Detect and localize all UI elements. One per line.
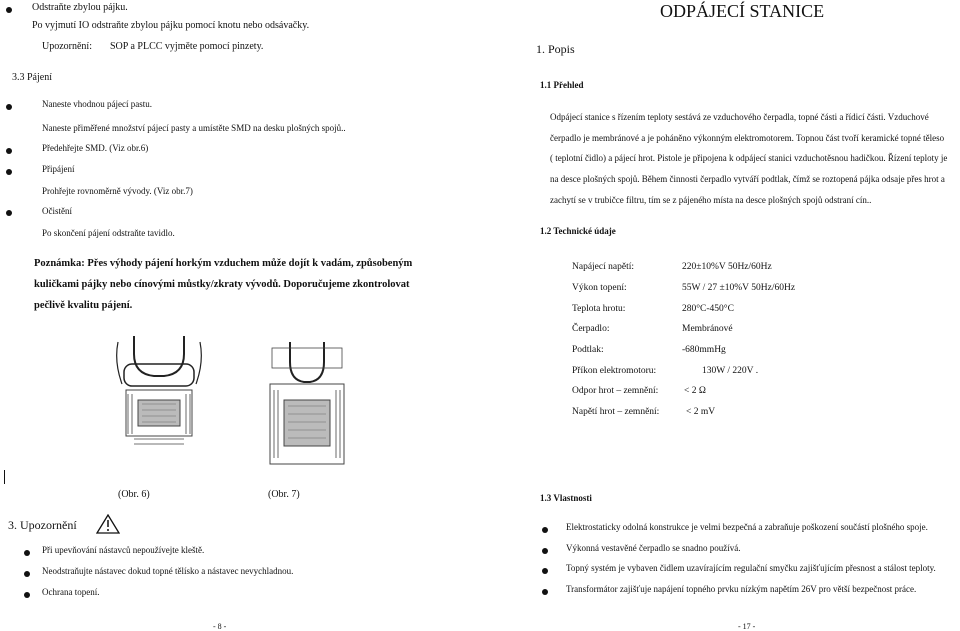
spec-label: Podtlak: bbox=[572, 345, 604, 355]
section-3-3-heading: 3.3 Pájení bbox=[12, 72, 52, 83]
spec-value: 55W / 27 ±10%V 50Hz/60Hz bbox=[682, 283, 796, 293]
right-page-number: - 17 - bbox=[738, 622, 756, 631]
bullet bbox=[24, 571, 30, 577]
step-3-detail: Prohřejte rovnoměrně vývody. (Viz obr.7) bbox=[42, 186, 193, 196]
feature-4: Transformátor zajišťuje napájení topného prvku nízkým napětím 26V pro větší bezpečnost práce. bbox=[566, 584, 917, 594]
step-4-detail: Po skončení pájení odstraňte tavidlo. bbox=[42, 228, 175, 238]
note-line-3: pečlivě kvalitu pájení. bbox=[34, 300, 133, 311]
warning-1: Při upevňování nástavců nepoužívejte kleště. bbox=[42, 545, 205, 555]
figure-7-illustration bbox=[262, 340, 352, 470]
section-1-2-heading: 1.2 Technické údaje bbox=[540, 226, 616, 236]
note-line-2: kuličkami pájky nebo cínovými můstky/zkraty vývodů. Doporučujeme zkontrolovat bbox=[34, 279, 410, 290]
warning-triangle-icon bbox=[96, 514, 120, 534]
figure-6-illustration bbox=[104, 334, 214, 454]
warning-3: Ochrana topení. bbox=[42, 587, 100, 597]
bullet bbox=[24, 592, 30, 598]
bullet bbox=[6, 148, 12, 154]
figure-6-caption: (Obr. 6) bbox=[118, 489, 150, 500]
step-2: Předehřejte SMD. (Viz obr.6) bbox=[42, 143, 149, 153]
feature-1: Elektrostaticky odolná konstrukce je velmi bezpečná a zabraňuje poškození součástí plošného spoje. bbox=[566, 522, 928, 532]
bullet bbox=[542, 548, 548, 554]
step-3: Připájení bbox=[42, 164, 75, 174]
note-line-1: Poznámka: Přes výhody pájení horkým vzduchem může dojít k vadám, způsobeným bbox=[34, 258, 413, 269]
left-page-number: - 8 - bbox=[213, 622, 227, 631]
caution-text: SOP a PLCC vyjměte pomocí pinzety. bbox=[110, 41, 264, 52]
spec-label: Příkon elektromotoru: bbox=[572, 366, 657, 376]
spec-value: -680mmHg bbox=[682, 345, 726, 355]
spec-label: Čerpadlo: bbox=[572, 324, 610, 334]
spec-value: 280°C-450°C bbox=[682, 304, 734, 314]
page-title: ODPÁJECÍ STANICE bbox=[660, 1, 825, 21]
bullet bbox=[24, 550, 30, 556]
spec-label: Teplota hrotu: bbox=[572, 304, 626, 314]
section-1-3-heading: 1.3 Vlastnosti bbox=[540, 493, 592, 503]
spec-label: Napájecí napětí: bbox=[572, 262, 634, 272]
bullet bbox=[542, 527, 548, 533]
overview-line-1: Odpájecí stanice s řízením teploty sestává ze vzduchového čerpadla, topné části a řídicí části. Vzduchové bbox=[550, 112, 929, 122]
overview-line-3: ( teplotní čidlo) a pájecí hrot. Pistole je připojena k odpájecí stanici vzduchotěsnou hadičkou. Řízení teploty je bbox=[550, 153, 948, 163]
step-1: Naneste vhodnou pájecí pastu. bbox=[42, 99, 152, 109]
step-4: Očistění bbox=[42, 206, 72, 216]
spec-value: 220±10%V 50Hz/60Hz bbox=[682, 262, 772, 272]
margin-mark bbox=[4, 470, 5, 484]
step-1-detail: Naneste přiměřené množství pájecí pasty a umístěte SMD na desku plošných spojů.. bbox=[42, 123, 346, 133]
spec-label: Výkon topení: bbox=[572, 283, 627, 293]
feature-2: Výkonná vestavěné čerpadlo se snadno používá. bbox=[566, 543, 741, 553]
section-1-1-heading: 1.1 Přehled bbox=[540, 80, 584, 90]
bullet bbox=[542, 589, 548, 595]
bullet bbox=[6, 169, 12, 175]
bullet bbox=[542, 568, 548, 574]
overview-line-4: na desce plošných spojů. Během činnosti čerpadlo vytváří podtlak, čímž se roztopená pájka odsaje přes hrot a bbox=[550, 174, 945, 184]
spec-value: Membránové bbox=[682, 324, 733, 334]
warning-2: Neodstraňujte nástavec dokud topné tělísko a nástavec nevychladnou. bbox=[42, 566, 294, 576]
spec-value: < 2 Ω bbox=[684, 386, 706, 396]
figure-7-caption: (Obr. 7) bbox=[268, 489, 300, 500]
top-bullet-1: Odstraňte zbylou pájku. bbox=[32, 2, 128, 13]
bullet bbox=[6, 104, 12, 110]
spec-value: 130W / 220V . bbox=[702, 366, 759, 376]
caution-label: Upozornění: bbox=[42, 41, 92, 52]
section-3-heading: 3. Upozornění bbox=[8, 518, 77, 532]
spec-value: < 2 mV bbox=[686, 407, 716, 417]
overview-line-2: čerpadlo je membránové a je poháněno výkonným elektromotorem. Topnou část tvoří keramické topné těleso bbox=[550, 133, 945, 143]
bullet bbox=[6, 7, 12, 13]
spec-label: Odpor hrot – zemnění: bbox=[572, 386, 659, 396]
feature-3: Topný systém je vybaven čidlem uzavírajícím regulační smyčku zajišťujícím přesnost a stálost teploty. bbox=[566, 563, 936, 573]
section-1-heading: 1. Popis bbox=[536, 42, 575, 56]
bullet bbox=[6, 210, 12, 216]
top-bullet-2: Po vyjmutí IO odstraňte zbylou pájku pomocí knotu nebo odsávačky. bbox=[32, 20, 310, 31]
spec-label: Napětí hrot – zemnění: bbox=[572, 407, 660, 417]
overview-line-5: zachytí se v trubičce filtru, tím se z pájeného místa na desce plošných spojů odstraní cín.. bbox=[550, 195, 872, 205]
